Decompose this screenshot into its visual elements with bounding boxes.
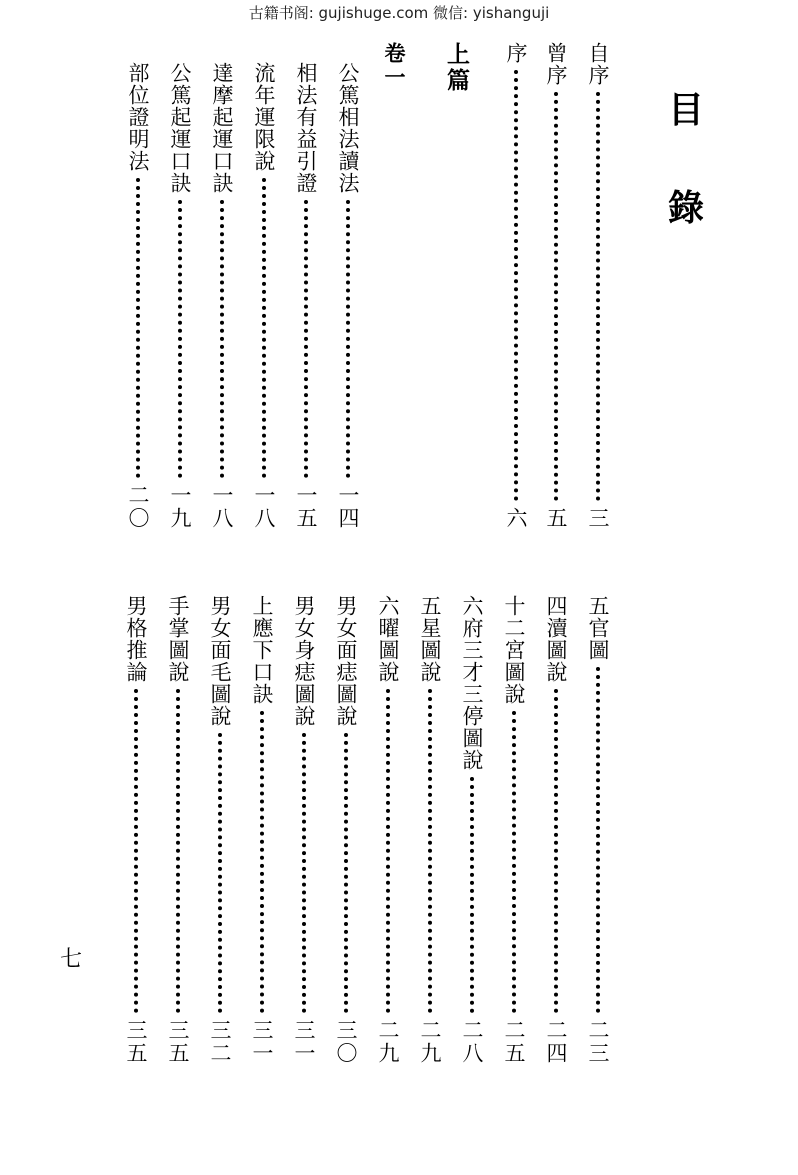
entry-title: 曾序 bbox=[544, 42, 568, 86]
dot-leader bbox=[470, 777, 474, 1013]
entry-page: 二九 bbox=[376, 1019, 400, 1065]
dot-leader bbox=[344, 733, 348, 1013]
entry-page: 二〇 bbox=[126, 484, 150, 530]
toc-entry bbox=[587, 595, 608, 1065]
entry-page: 六 bbox=[504, 507, 528, 530]
entry-page: 五 bbox=[544, 507, 568, 530]
entry-title: 部位證明法 bbox=[126, 62, 150, 172]
entry-title: 流年運限說 bbox=[252, 62, 276, 172]
toc-entry bbox=[505, 42, 526, 530]
entry-title: 五官圖 bbox=[586, 595, 610, 661]
entry-title: 序 bbox=[504, 42, 528, 64]
entry-page: 一五 bbox=[294, 484, 318, 530]
dot-leader bbox=[596, 92, 600, 501]
toc-entry bbox=[377, 595, 398, 1065]
toc-title-char-2: 錄 bbox=[668, 187, 705, 229]
entry-title: 上應下口訣 bbox=[250, 595, 274, 705]
entry-page: 一八 bbox=[210, 484, 234, 530]
dot-leader bbox=[512, 711, 516, 1013]
dot-leader bbox=[178, 200, 182, 478]
entry-title: 達摩起運口訣 bbox=[210, 62, 234, 194]
dot-leader bbox=[218, 733, 222, 1013]
entry-title: 手掌圖說 bbox=[166, 595, 190, 683]
toc-entry bbox=[335, 595, 356, 1065]
dot-leader bbox=[176, 689, 180, 1013]
toc-entry bbox=[211, 62, 232, 530]
entry-title: 男格推論 bbox=[124, 595, 148, 683]
entry-page: 二四 bbox=[544, 1019, 568, 1065]
toc-entry bbox=[503, 595, 524, 1065]
toc-entry bbox=[295, 62, 316, 530]
dot-leader bbox=[596, 667, 600, 1013]
entry-page: 二八 bbox=[460, 1019, 484, 1065]
toc-entry bbox=[337, 62, 358, 530]
dot-leader bbox=[304, 200, 308, 478]
toc-entry bbox=[209, 595, 230, 1065]
entry-page: 一四 bbox=[336, 484, 360, 530]
toc-entry bbox=[587, 42, 608, 530]
toc-entry bbox=[125, 595, 146, 1065]
toc-entry bbox=[169, 62, 190, 530]
dot-leader bbox=[428, 689, 432, 1013]
entry-title: 四瀆圖說 bbox=[544, 595, 568, 683]
entry-title: 十二宮圖說 bbox=[502, 595, 526, 705]
toc-title-char-1: 目 bbox=[668, 89, 705, 131]
entry-page: 二三 bbox=[586, 1019, 610, 1065]
entry-page: 三 bbox=[586, 507, 610, 530]
dot-leader bbox=[260, 711, 264, 1013]
entry-title: 六曜圖說 bbox=[376, 595, 400, 683]
entry-page: 三〇 bbox=[334, 1019, 358, 1065]
entry-page: 三一 bbox=[250, 1019, 274, 1065]
entry-page: 三五 bbox=[124, 1019, 148, 1065]
dot-leader bbox=[386, 689, 390, 1013]
dot-leader bbox=[220, 200, 224, 478]
entry-page: 一八 bbox=[252, 484, 276, 530]
dot-leader bbox=[134, 689, 138, 1013]
watermark: 古籍书阁: gujishuge.com 微信: yishanguji bbox=[248, 4, 550, 22]
volume-heading: 卷一 bbox=[382, 42, 407, 90]
entry-page: 二五 bbox=[502, 1019, 526, 1065]
entry-title: 五星圖說 bbox=[418, 595, 442, 683]
toc-entry bbox=[293, 595, 314, 1065]
toc-entry bbox=[461, 595, 482, 1065]
dot-leader bbox=[136, 178, 140, 478]
toc-entry bbox=[419, 595, 440, 1065]
toc-entry bbox=[127, 62, 148, 530]
entry-title: 男女面痣圖說 bbox=[334, 595, 358, 727]
dot-leader bbox=[554, 92, 558, 501]
dot-leader bbox=[346, 200, 350, 478]
entry-page: 一九 bbox=[168, 484, 192, 530]
part-heading: 上篇 bbox=[443, 42, 470, 94]
page-number: 七 bbox=[60, 947, 83, 972]
toc-entry bbox=[251, 595, 272, 1065]
entry-title: 男女面毛圖說 bbox=[208, 595, 232, 727]
dot-leader bbox=[514, 70, 518, 501]
dot-leader bbox=[554, 689, 558, 1013]
dot-leader bbox=[302, 733, 306, 1013]
entry-title: 六府三才三停圖說 bbox=[460, 595, 484, 771]
entry-title: 相法有益引證 bbox=[294, 62, 318, 194]
entry-page: 二九 bbox=[418, 1019, 442, 1065]
toc-entry bbox=[253, 62, 274, 530]
entry-page: 三五 bbox=[166, 1019, 190, 1065]
entry-title: 公篤起運口訣 bbox=[168, 62, 192, 194]
toc-entry bbox=[545, 42, 566, 530]
dot-leader bbox=[262, 178, 266, 478]
toc-entry bbox=[545, 595, 566, 1065]
entry-title: 男女身痣圖說 bbox=[292, 595, 316, 727]
entry-page: 三二 bbox=[208, 1019, 232, 1065]
entry-title: 自序 bbox=[586, 42, 610, 86]
entry-title: 公篤相法讀法 bbox=[336, 62, 360, 194]
entry-page: 三一 bbox=[292, 1019, 316, 1065]
toc-entry bbox=[167, 595, 188, 1065]
